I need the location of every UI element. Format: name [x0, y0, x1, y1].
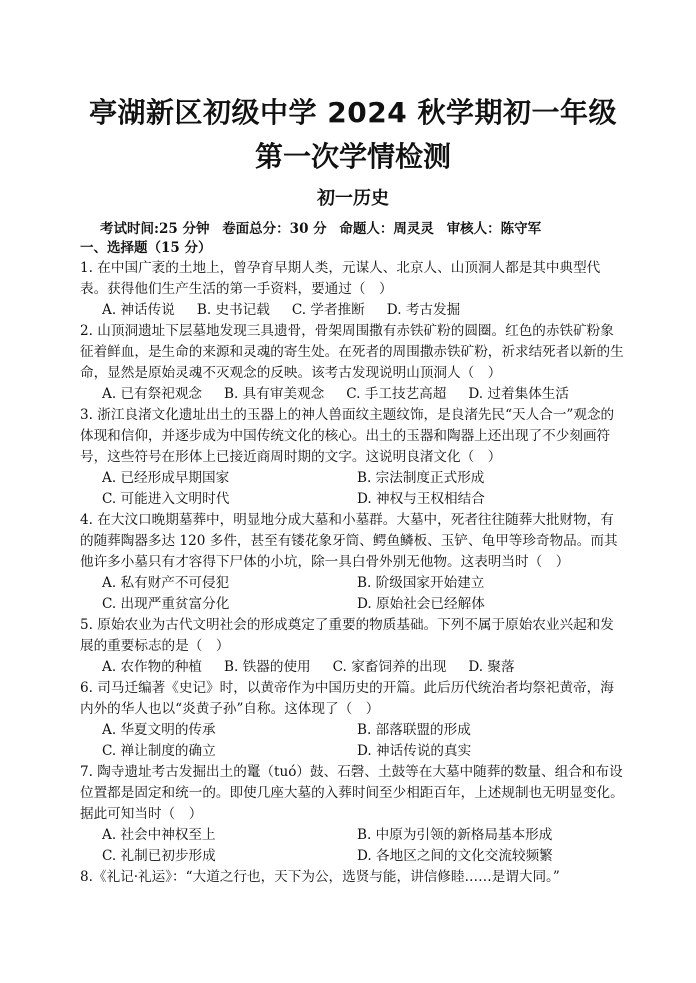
option-b[interactable]: B. 铁器的使用	[224, 659, 311, 675]
question-3: 3. 浙江良渚文化遗址出土的玉器上的神人兽面纹主题纹饰，是良渚先民“天人合一”观念的体现和信仰，并逐步成为中国传统文化的核心。出土的玉器和陶器上还出现了不少刻画符号，这些符号在形体上已接近商周时期的文字。这说明良渚文化（ ）	[80, 407, 615, 465]
question-2: 2. 山顶洞遗址下层墓地发现三具遗骨，骨架周围撒有赤铁矿粉的圆圈。红色的赤铁矿粉象征着鲜血，是生命的来源和灵魂的寄生处。在死者的周围撒赤铁矿粉，祈求结死者以新的生命，显然是原始灵魂不灭观念的反映。该考古发现说明山顶洞人（ ）	[80, 323, 624, 381]
exam-subject: 初一历史	[317, 188, 389, 209]
question-4-options	[80, 573, 696, 615]
question-4: 4. 在大汶口晚期墓葬中，明显地分成大墓和小墓群。大墓中，死者往往随葬大批财物，有的随葬陶器多达 120 多件，甚至有镂花象牙筒、鳄鱼鳞板、玉铲、龟甲等珍奇物品。而其他许多小墓只有才容得下尸体的小坑，除一具白骨外别无他物。这表明当时（ ）	[80, 512, 618, 570]
option-d[interactable]: D. 神权与王权相结合	[357, 491, 485, 507]
option-a[interactable]: A. 华夏文明的传承	[102, 722, 216, 738]
option-b[interactable]: B. 史书记载	[196, 302, 270, 318]
option-a[interactable]: A. 神话传说	[102, 302, 175, 318]
question-5: 5. 原始农业为古代文明社会的形成奠定了重要的物质基础。下列不属于原始农业兴起和发展的重要标志的是（ ）	[80, 617, 614, 654]
question-1-options	[80, 300, 696, 321]
option-b[interactable]: B. 阶级国家开始建立	[357, 575, 485, 591]
exam-reviewer: 审核人：陈守军	[446, 221, 542, 237]
question-6: 6. 司马迁编著《史记》时，以黄帝作为中国历史的开篇。此后历代统治者均祭祀黄帝，海内外的华人也以“炎黄子孙”自称。这体现了（ ）	[80, 680, 614, 717]
question-7-options	[80, 825, 696, 867]
option-a[interactable]: A. 已有祭祀观念	[102, 386, 203, 402]
question-5-options	[80, 657, 696, 678]
option-d[interactable]: D. 聚落	[468, 659, 515, 675]
option-d[interactable]: D. 过着集体生活	[468, 386, 569, 402]
exam-author: 命题人：周灵灵	[339, 221, 434, 237]
option-c[interactable]: C. 学者推断	[291, 302, 365, 318]
option-b[interactable]: B. 具有审美观念	[224, 386, 325, 402]
option-b[interactable]: B. 宗法制度正式形成	[357, 470, 485, 486]
option-c[interactable]: C. 家畜饲养的出现	[332, 659, 447, 675]
option-c[interactable]: C. 出现严重贫富分化	[102, 596, 230, 612]
option-a[interactable]: A. 社会中神权至上	[102, 827, 216, 843]
option-b[interactable]: B. 部落联盟的形成	[357, 722, 471, 738]
option-d[interactable]: D. 神话传说的真实	[357, 743, 472, 759]
option-d[interactable]: D. 各地区之间的文化交流较频繁	[357, 848, 553, 864]
option-c[interactable]: C. 可能进入文明时代	[102, 491, 230, 507]
section-title: 一、选择题（15 分）	[80, 240, 212, 256]
question-2-options	[80, 384, 696, 405]
option-a[interactable]: A. 农作物的种植	[102, 659, 203, 675]
exam-title-line2: 第一次学情检测	[254, 140, 451, 173]
question-3-options	[80, 468, 696, 510]
question-8: 8.《礼记·礼运》：“大道之行也，天下为公，选贤与能，讲信修睦……是谓大同。”	[80, 869, 560, 885]
option-c[interactable]: C. 礼制已初步形成	[102, 848, 216, 864]
option-a[interactable]: A. 已经形成早期国家	[102, 470, 230, 486]
option-b[interactable]: B. 中原为引领的新格局基本形成	[357, 827, 553, 843]
option-c[interactable]: C. 禅让制度的确立	[102, 743, 216, 759]
option-a[interactable]: A. 私有财产不可侵犯	[102, 575, 230, 591]
question-7: 7. 陶寺遗址考古发掘出土的鼍（tuó）鼓、石磬、土鼓等在大墓中随葬的数量、组合和布设位置都是固定和统一的。即使几座大墓的入葬时间至少相距百年，上述规制也无明显变化。据此可知当时（ ）	[80, 764, 624, 822]
question-6-options	[80, 720, 696, 762]
question-1: 1. 在中国广袤的土地上，曾孕育早期人类，元谋人、北京人、山顶洞人都是其中典型代表。获得他们生产生活的第一手资料，要通过（ ）	[80, 260, 601, 297]
option-d[interactable]: D. 原始社会已经解体	[357, 596, 485, 612]
exam-title-line1: 亭湖新区初级中学 2024 秋学期初一年级	[89, 96, 617, 129]
option-c[interactable]: C. 手工技艺高超	[346, 386, 447, 402]
exam-total-score: 卷面总分：30 分	[222, 221, 327, 237]
exam-meta	[80, 220, 696, 238]
option-d[interactable]: D. 考古发掘	[386, 302, 461, 318]
exam-time: 考试时间:25 分钟	[100, 221, 210, 237]
